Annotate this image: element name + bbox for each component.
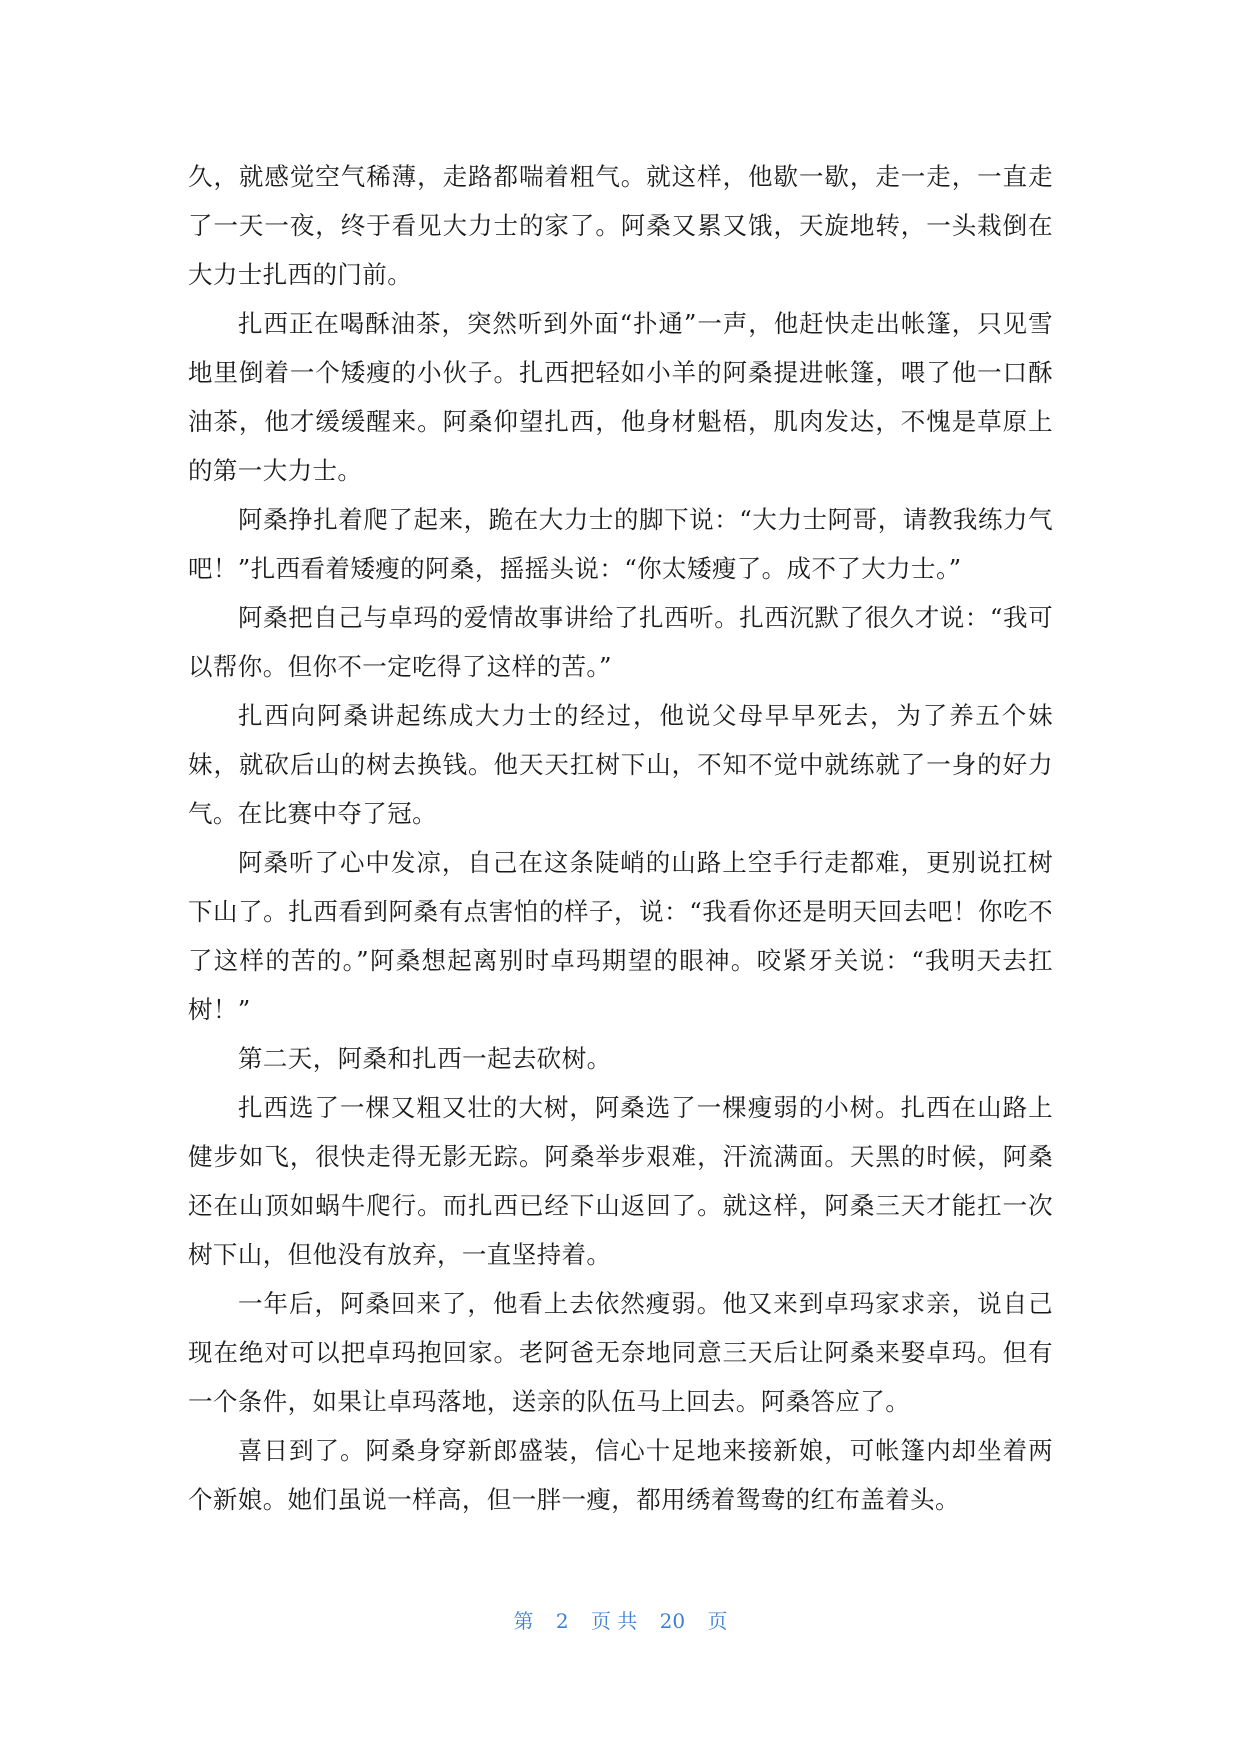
paragraph-8: 扎西选了一棵又粗又壮的大树，阿桑选了一棵瘦弱的小树。扎西在山路上健步如飞，很快走得无影无踪。阿桑举步艰难，汗流满面。天黑的时候，阿桑还在山顶如蜗牛爬行。而扎西已经下山返回了。就这样，阿桑三天才能扛一次树下山，但他没有放弃，一直坚持着。 [188, 1093, 1053, 1269]
footer-label-of: 页 共 [590, 1609, 638, 1633]
footer-label-unit: 页 [707, 1609, 728, 1633]
paragraph-10: 喜日到了。阿桑身穿新郎盛装，信心十足地来接新娘，可帐篷内却坐着两个新娘。她们虽说一样高，但一胖一瘦，都用绣着鸳鸯的红布盖着头。 [188, 1436, 1053, 1514]
paragraph-2: 扎西正在喝酥油茶，突然听到外面“扑通”一声，他赶快走出帐篷，只见雪地里倒着一个矮瘦的小伙子。扎西把轻如小羊的阿桑提进帐篷，喂了他一口酥油茶，他才缓缓醒来。阿桑仰望扎西，他身材魁梧，肌肉发达，不愧是草原上的第一大力士。 [188, 309, 1053, 485]
footer-current-page: 2 [555, 1609, 569, 1633]
body-text [188, 152, 1053, 1524]
paragraph-3: 阿桑挣扎着爬了起来，跪在大力士的脚下说：“大力士阿哥，请教我练力气吧！”扎西看着矮瘦的阿桑，摇摇头说：“你太矮瘦了。成不了大力士。” [188, 505, 1053, 583]
paragraph-6: 阿桑听了心中发凉，自己在这条陡峭的山路上空手行走都难，更别说扛树下山了。扎西看到阿桑有点害怕的样子，说：“我看你还是明天回去吧！你吃不了这样的苦的。”阿桑想起离别时卓玛期望的眼神。咬紧牙关说：“我明天去扛树！” [188, 848, 1053, 1024]
paragraph-1: 久，就感觉空气稀薄，走路都喘着粗气。就这样，他歇一歇，走一走，一直走了一天一夜，终于看见大力士的家了。阿桑又累又饿，天旋地转，一头栽倒在大力士扎西的门前。 [188, 162, 1053, 289]
paragraph-9: 一年后，阿桑回来了，他看上去依然瘦弱。他又来到卓玛家求亲，说自己现在绝对可以把卓玛抱回家。老阿爸无奈地同意三天后让阿桑来娶卓玛。但有一个条件，如果让卓玛落地，送亲的队伍马上回去。阿桑答应了。 [188, 1289, 1053, 1416]
paragraph-5: 扎西向阿桑讲起练成大力士的经过，他说父母早早死去，为了养五个妹妹，就砍后山的树去换钱。他天天扛树下山，不知不觉中就练就了一身的好力气。在比赛中夺了冠。 [188, 701, 1053, 828]
paragraph-7: 第二天，阿桑和扎西一起去砍树。 [238, 1044, 612, 1073]
paragraph-4: 阿桑把自己与卓玛的爱情故事讲给了扎西听。扎西沉默了很久才说：“我可以帮你。但你不一定吃得了这样的苦。” [188, 603, 1053, 681]
page-footer [0, 1605, 1241, 1634]
footer-label-page: 第 [513, 1609, 534, 1633]
footer-total-pages: 20 [659, 1609, 686, 1633]
